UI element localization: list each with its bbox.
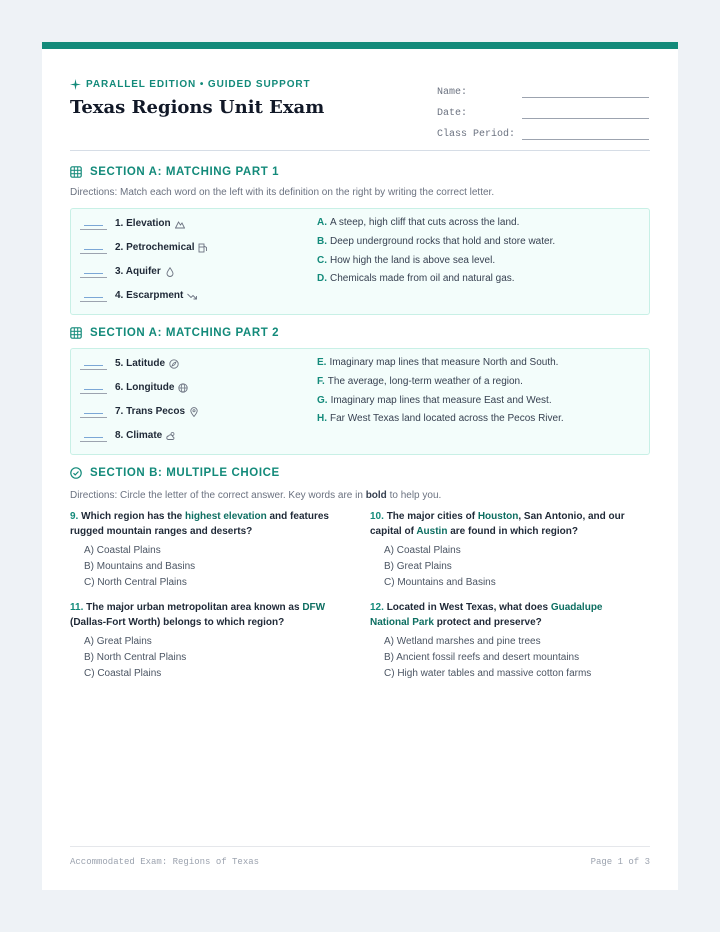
header-divider	[70, 150, 650, 151]
definition-item: G. Imaginary map lines that measure East and West.	[317, 395, 552, 406]
section-a1-heading: SECTION A: MATCHING PART 1	[70, 166, 279, 178]
answer-blank[interactable]	[80, 217, 107, 230]
answer-blank[interactable]	[80, 265, 107, 278]
question-number: 10.	[370, 511, 387, 522]
question-text	[70, 600, 340, 630]
term-item: 5. Latitude	[80, 357, 179, 370]
answer-option[interactable]: A) Coastal Plains	[84, 545, 161, 556]
section-a1-directions: Directions: Match each word on the left with its definition on the right by writing the correct letter.	[70, 187, 495, 198]
term-item: 4. Escarpment	[80, 289, 197, 302]
keyword: Guadalupe National Park	[370, 602, 603, 628]
question-fragment: (Dallas-Fort Worth) belongs to which region?	[70, 617, 285, 628]
question-fragment: and features rugged mountain ranges and deserts?	[70, 511, 329, 537]
answer-option[interactable]: B) Great Plains	[384, 561, 452, 572]
edition-label: PARALLEL EDITION • GUIDED SUPPORT	[70, 79, 311, 90]
compass-icon	[169, 359, 179, 369]
keyword: highest elevation	[185, 511, 267, 522]
droplet-icon	[165, 267, 175, 277]
exam-page	[42, 42, 678, 890]
class-period-line[interactable]	[522, 139, 649, 140]
footer-right: Page 1 of 3	[590, 857, 650, 867]
answer-options	[70, 634, 340, 682]
question-number: 12.	[370, 602, 387, 613]
section-b-heading: SECTION B: MULTIPLE CHOICE	[70, 467, 280, 479]
question-fragment: Located in West Texas, what does	[386, 602, 551, 613]
trend-down-icon	[187, 291, 197, 301]
question-text	[370, 600, 640, 630]
definition-item: E. Imaginary map lines that measure North and South.	[317, 357, 559, 368]
definition-item: D. Chemicals made from oil and natural gas.	[317, 273, 515, 284]
keyword: Austin	[416, 526, 448, 537]
answer-option[interactable]: C) High water tables and massive cotton farms	[384, 668, 592, 679]
question-number: 9.	[70, 511, 82, 522]
answer-options	[370, 634, 640, 682]
answer-blank[interactable]	[80, 241, 107, 254]
date-line[interactable]	[522, 118, 649, 119]
definition-item: F. The average, long-term weather of a region.	[317, 376, 523, 387]
question-fragment: The major cities of	[386, 511, 478, 522]
name-line[interactable]	[522, 97, 649, 98]
definition-item: A. A steep, high cliff that cuts across the land.	[317, 217, 520, 228]
keyword: Houston	[477, 511, 519, 522]
exam-title: Texas Regions Unit Exam	[70, 97, 325, 118]
question-10	[370, 509, 640, 591]
map-pin-icon	[189, 407, 199, 417]
term-item: 7. Trans Pecos	[80, 405, 199, 418]
mountain-icon	[175, 219, 185, 229]
term-item: 1. Elevation	[80, 217, 185, 230]
cloud-sun-icon	[166, 431, 176, 441]
question-9	[70, 509, 340, 591]
term-item: 3. Aquifer	[80, 265, 175, 278]
question-fragment: are found in which region?	[447, 526, 578, 537]
section-a2-heading: SECTION A: MATCHING PART 2	[70, 327, 279, 339]
question-fragment: , San Antonio, and our capital of	[370, 511, 625, 537]
question-fragment: protect and preserve?	[433, 617, 542, 628]
answer-option[interactable]: C) North Central Plains	[84, 577, 187, 588]
answer-option[interactable]: B) Mountains and Basins	[84, 561, 196, 572]
table-icon	[70, 166, 82, 178]
table-icon	[70, 327, 82, 339]
date-field[interactable]: Date:	[437, 105, 649, 119]
answer-blank[interactable]	[80, 429, 107, 442]
answer-blank[interactable]	[80, 405, 107, 418]
answer-option[interactable]: C) Mountains and Basins	[384, 577, 496, 588]
answer-blank[interactable]	[80, 357, 107, 370]
answer-option[interactable]: A) Wetland marshes and pine trees	[384, 636, 541, 647]
term-item: 8. Climate	[80, 429, 176, 442]
class-period-field[interactable]: Class Period:	[437, 126, 649, 140]
answer-option[interactable]: B) Ancient fossil reefs and desert mountains	[384, 652, 580, 663]
question-text	[70, 509, 340, 539]
sparkle-icon	[70, 79, 81, 90]
globe-icon	[178, 383, 188, 393]
question-fragment: Which region has the	[81, 511, 186, 522]
question-12	[370, 600, 640, 682]
answer-options	[70, 543, 340, 591]
footer-left: Accommodated Exam: Regions of Texas	[70, 857, 260, 867]
answer-option[interactable]: B) North Central Plains	[84, 652, 187, 663]
definition-item: C. How high the land is above sea level.	[317, 255, 496, 266]
answer-option[interactable]: C) Coastal Plains	[84, 668, 162, 679]
matching-box-1	[70, 208, 650, 315]
section-b-directions: Directions: Circle the letter of the correct answer. Key words are in bold to help you.	[70, 490, 442, 501]
answer-option[interactable]: A) Coastal Plains	[384, 545, 461, 556]
keyword: DFW	[302, 602, 326, 613]
matching-box-2	[70, 348, 650, 455]
check-circle-icon	[70, 467, 82, 479]
question-11	[70, 600, 340, 682]
name-field[interactable]: Name:	[437, 84, 649, 98]
term-item: 6. Longitude	[80, 381, 188, 394]
answer-options	[370, 543, 640, 591]
answer-blank[interactable]	[80, 289, 107, 302]
answer-blank[interactable]	[80, 381, 107, 394]
question-text	[370, 509, 640, 539]
answer-option[interactable]: A) Great Plains	[84, 636, 152, 647]
footer-divider	[70, 846, 650, 847]
definition-item: B. Deep underground rocks that hold and store water.	[317, 236, 556, 247]
term-item: 2. Petrochemical	[80, 241, 208, 254]
fuel-icon	[198, 243, 208, 253]
definition-item: H. Far West Texas land located across the Pecos River.	[317, 413, 564, 424]
question-number: 11.	[70, 602, 87, 613]
question-fragment: The major urban metropolitan area known as	[86, 602, 303, 613]
